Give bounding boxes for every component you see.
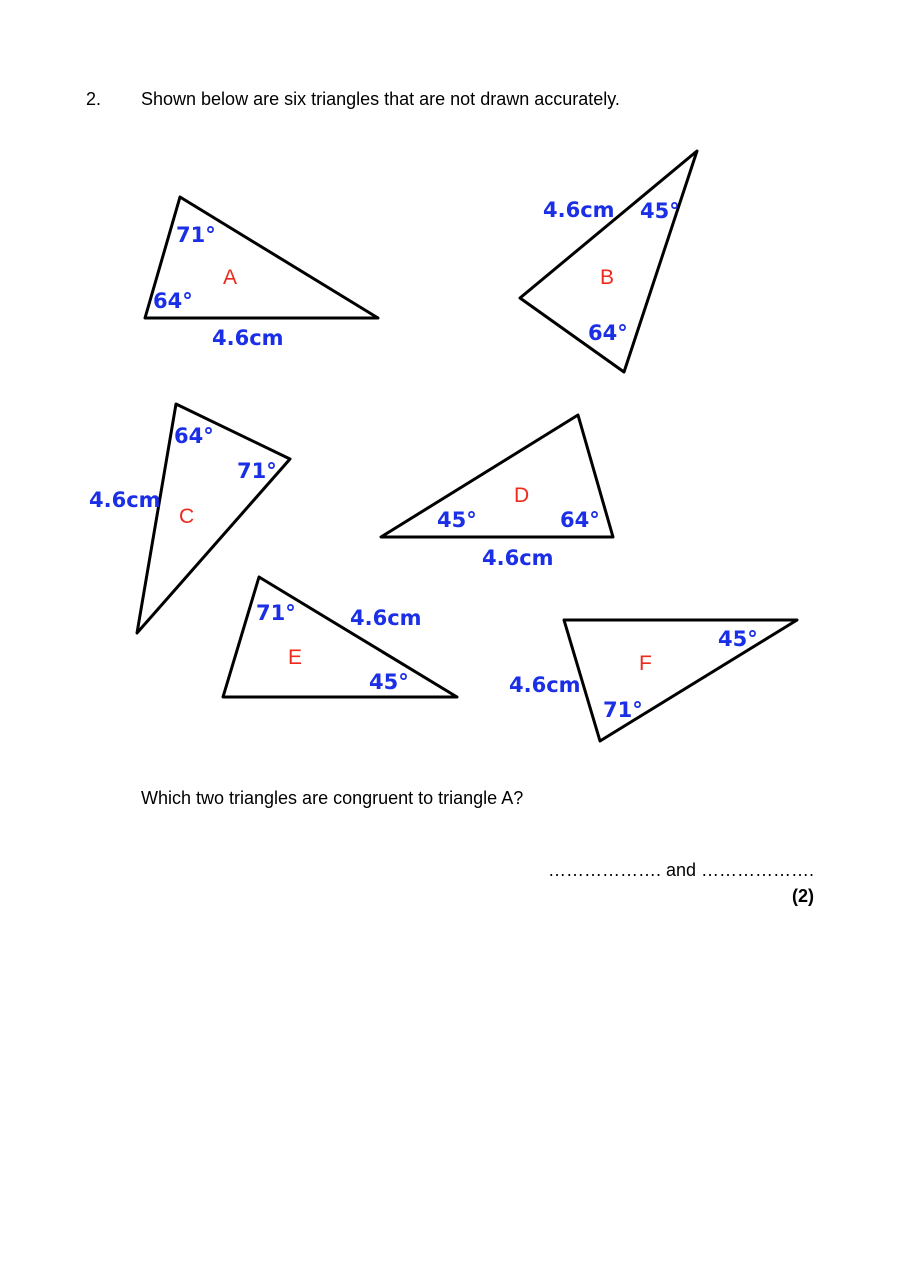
triangle-a — [145, 197, 378, 350]
triangle-b-angle2: 64° — [588, 321, 628, 345]
triangle-f-side: 4.6cm — [509, 673, 581, 697]
question-number: 2. — [86, 89, 102, 109]
triangle-e-angle1: 71° — [256, 601, 296, 625]
triangle-a-name: A — [223, 266, 238, 289]
triangle-f-name: F — [639, 652, 652, 675]
triangle-b-side: 4.6cm — [543, 198, 615, 222]
triangle-f-angle2: 71° — [603, 698, 643, 722]
triangle-b-name: B — [600, 266, 615, 289]
triangle-b — [520, 151, 697, 372]
triangle-e-side: 4.6cm — [350, 606, 422, 630]
triangle-c-name: C — [179, 505, 195, 528]
triangle-e-shape — [223, 577, 457, 697]
triangle-d — [381, 415, 613, 570]
triangle-d-side: 4.6cm — [482, 546, 554, 570]
marks-label: (2) — [792, 886, 814, 906]
answer-line[interactable]: ………………. and ………………. — [547, 860, 814, 880]
triangle-c-angle1: 64° — [174, 424, 214, 448]
question-prompt: Which two triangles are congruent to triangle A? — [141, 788, 524, 808]
triangle-f-shape — [564, 620, 797, 741]
triangle-a-side: 4.6cm — [212, 326, 284, 350]
triangle-b-angle1: 45° — [640, 199, 680, 223]
triangle-c-angle2: 71° — [237, 459, 277, 483]
triangle-d-name: D — [514, 484, 530, 507]
triangle-d-angle1: 45° — [437, 508, 477, 532]
triangle-a-angle1: 71° — [176, 223, 216, 247]
question-text: Shown below are six triangles that are not drawn accurately. — [141, 89, 620, 109]
triangle-d-angle2: 64° — [560, 508, 600, 532]
triangle-c — [89, 404, 290, 633]
triangle-e-name: E — [288, 646, 303, 669]
triangle-f — [509, 620, 797, 741]
triangle-a-angle2: 64° — [153, 289, 193, 313]
triangle-e — [223, 577, 457, 697]
triangle-e-angle2: 45° — [369, 670, 409, 694]
triangle-c-side: 4.6cm — [89, 488, 161, 512]
triangle-f-angle1: 45° — [718, 627, 758, 651]
